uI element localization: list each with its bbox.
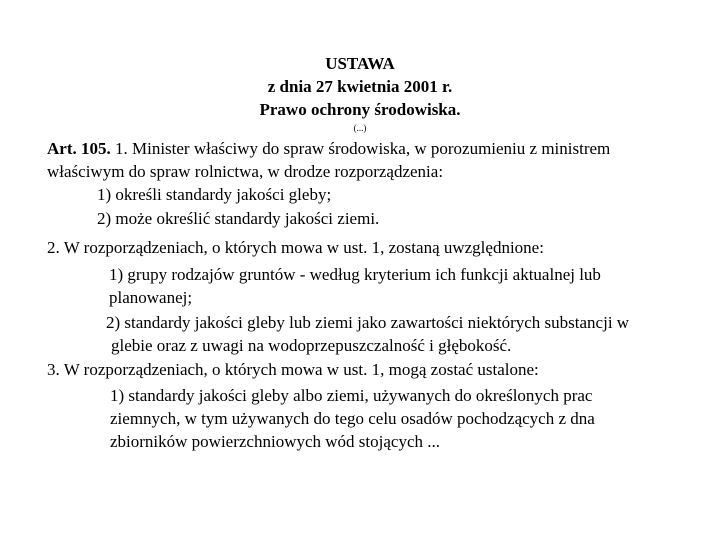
paragraph-2-intro: 2. W rozporządzeniach, o których mowa w ust. 1, zostaną uwzględnione:	[47, 238, 544, 257]
paragraph-3-item-1-line-1: 1) standardy jakości gleby albo ziemi, używanych do określonych prac	[110, 386, 593, 405]
omission-mark: (...)	[353, 123, 367, 133]
doc-title: Prawo ochrony środowiska.	[259, 100, 461, 119]
paragraph-3-item-1-line-2: ziemnych, w tym używanych do tego celu osadów pochodzących z dna	[110, 409, 595, 428]
paragraph-2-item-1-line-2: planowanej;	[109, 288, 193, 307]
doc-type: USTAWA	[325, 54, 395, 73]
article-number: Art. 105.	[47, 139, 111, 158]
paragraph-1-item-2: 2) może określić standardy jakości ziemi.	[97, 209, 380, 228]
paragraph-2-item-1-line-1: 1) grupy rodzajów gruntów - według kryterium ich funkcji aktualnej lub	[109, 265, 601, 284]
paragraph-1-text: 1. Minister właściwy do spraw środowiska, w porozumieniu z ministrem	[110, 139, 611, 158]
title-block	[200, 52, 520, 121]
paragraph-3-intro: 3. W rozporządzeniach, o których mowa w ust. 1, mogą zostać ustalone:	[47, 360, 539, 379]
paragraph-1-continuation: właściwym do spraw rolnictwa, w drodze rozporządzenia:	[47, 162, 444, 181]
paragraph-2-item-2-line-1: 2) standardy jakości gleby lub ziemi jako zawartości niektórych substancji w	[106, 313, 630, 332]
doc-date: z dnia 27 kwietnia 2001 r.	[267, 77, 453, 96]
paragraph-3-item-1-line-3: zbiorników powierzchniowych wód stojących ...	[110, 432, 440, 451]
article-line-1	[47, 137, 610, 160]
paragraph-2-item-2-line-2: glebie oraz z uwagi na wodoprzepuszczalność i głębokość.	[111, 336, 512, 355]
paragraph-1-item-1: 1) określi standardy jakości gleby;	[97, 185, 332, 204]
